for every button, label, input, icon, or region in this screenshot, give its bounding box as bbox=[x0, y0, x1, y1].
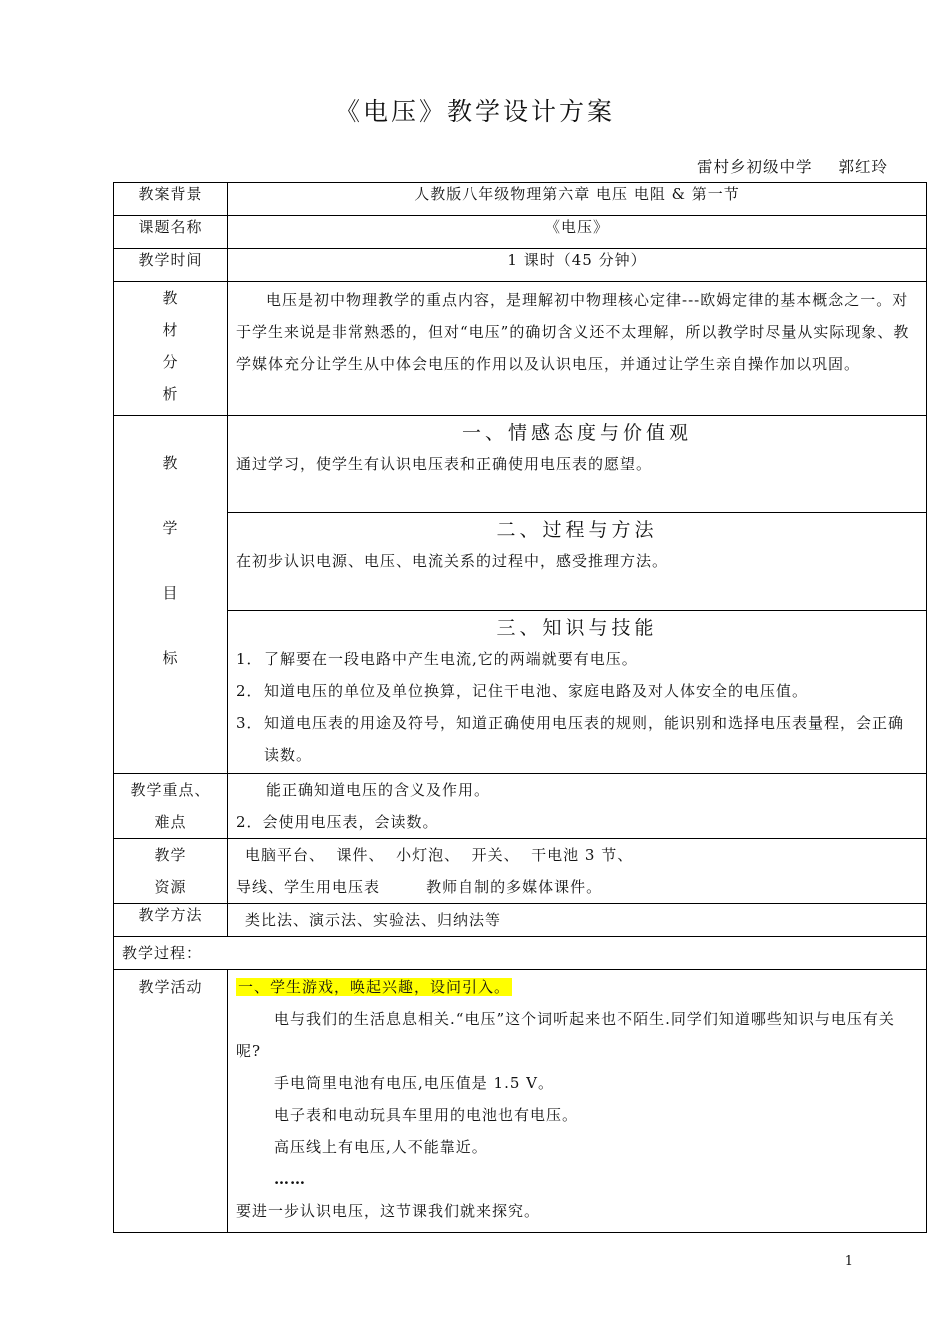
activity-example: 电子表和电动玩具车里用的电池也有电压。 bbox=[274, 1106, 579, 1124]
label-key-points-line: 教学重点、 bbox=[130, 781, 211, 799]
label-methods: 教学方法 bbox=[114, 904, 228, 937]
activity-example: 高压线上有电压,人不能靠近。 bbox=[274, 1138, 488, 1156]
value-methods bbox=[228, 904, 927, 937]
activity-intro: 电与我们的生活息息相关.“电压”这个词听起来也不陌生.同学们知道哪些知识与电压有关呢? bbox=[236, 1010, 895, 1060]
value-time: 1 课时（45 分钟） bbox=[228, 249, 927, 282]
value-key-points bbox=[228, 774, 927, 839]
author-line bbox=[671, 155, 888, 177]
value-resources bbox=[228, 839, 927, 904]
activity-heading: 一、学生游戏，唤起兴趣，设问引入。 bbox=[238, 978, 511, 996]
goal-section-3-title: 三、知识与技能 bbox=[496, 617, 658, 639]
goal-section-1-text: 通过学习，使学生有认识电压表和正确使用电压表的愿望。 bbox=[236, 455, 653, 473]
row-time bbox=[114, 249, 927, 282]
label-activity-text: 教学活动 bbox=[138, 978, 203, 996]
value-activity bbox=[228, 970, 927, 1233]
goal-item bbox=[228, 643, 926, 675]
label-resources-line: 教学 bbox=[154, 846, 187, 864]
label-material bbox=[114, 282, 228, 416]
row-goals bbox=[114, 416, 927, 774]
label-goals-char: 标 bbox=[162, 649, 179, 667]
label-material-char: 析 bbox=[162, 385, 179, 403]
row-activity bbox=[114, 970, 927, 1233]
row-background bbox=[114, 183, 927, 216]
process-label: 教学过程： bbox=[122, 944, 203, 962]
label-goals bbox=[114, 416, 228, 774]
label-resources bbox=[114, 839, 228, 904]
goal-item-text: 了解要在一段电路中产生电流,它的两端就要有电压。 bbox=[264, 650, 638, 668]
key-point-line: 2．会使用电压表，会读数。 bbox=[236, 813, 439, 831]
label-material-char: 教 bbox=[162, 289, 179, 307]
key-point-line: 能正确知道电压的含义及作用。 bbox=[266, 781, 491, 799]
goal-section-2 bbox=[228, 512, 926, 610]
goal-item bbox=[228, 675, 926, 707]
value-goals bbox=[228, 416, 927, 774]
goal-item bbox=[228, 707, 926, 771]
process-heading bbox=[114, 937, 927, 970]
goal-item-number: 3． bbox=[236, 714, 263, 732]
page-number: 1 bbox=[844, 1254, 853, 1269]
label-material-char: 分 bbox=[162, 353, 179, 371]
author-name: 郭红玲 bbox=[838, 158, 888, 176]
goal-item-number: 1． bbox=[236, 650, 263, 668]
label-key-points bbox=[114, 774, 228, 839]
label-background: 教案背景 bbox=[114, 183, 228, 216]
resources-line: 导线、学生用电压表 教师自制的多媒体课件。 bbox=[236, 878, 603, 896]
label-topic: 课题名称 bbox=[114, 216, 228, 249]
goal-section-2-title: 二、过程与方法 bbox=[496, 519, 658, 541]
goal-section-1 bbox=[228, 416, 926, 512]
row-resources bbox=[114, 839, 927, 904]
document-title: 《电压》教学设计方案 bbox=[334, 97, 615, 126]
methods-text: 类比法、演示法、实验法、归纳法等 bbox=[245, 911, 502, 929]
activity-example: 手电筒里电池有电压,电压值是 1.5 V。 bbox=[274, 1074, 554, 1092]
goal-section-1-title: 一、情感态度与价值观 bbox=[461, 422, 692, 444]
row-topic bbox=[114, 216, 927, 249]
row-methods bbox=[114, 904, 927, 937]
row-process bbox=[114, 937, 927, 970]
activity-closing: 要进一步认识电压，这节课我们就来探究。 bbox=[236, 1202, 541, 1220]
label-key-points-line: 难点 bbox=[154, 813, 187, 831]
activity-ellipsis: …… bbox=[274, 1170, 306, 1188]
goal-section-2-text: 在初步认识电源、电压、电流关系的过程中，感受推理方法。 bbox=[236, 552, 669, 570]
value-background: 人教版八年级物理第六章 电压 电阻 & 第一节 bbox=[228, 183, 927, 216]
resources-line: 电脑平台、 课件、 小灯泡、 开关、 干电池 3 节、 bbox=[245, 846, 634, 864]
goal-item-text: 知道电压表的用途及符号，知道正确使用电压表的规则，能识别和选择电压表量程，会正确读数。 bbox=[264, 714, 905, 764]
label-activity bbox=[114, 970, 228, 1233]
label-goals-char: 目 bbox=[162, 584, 179, 602]
label-resources-line: 资源 bbox=[154, 878, 187, 896]
label-material-char: 材 bbox=[162, 321, 179, 339]
label-time: 教学时间 bbox=[114, 249, 228, 282]
label-goals-char: 教 bbox=[162, 454, 179, 472]
row-material bbox=[114, 282, 927, 416]
material-text: 电压是初中物理教学的重点内容，是理解初中物理核心定律---欧姆定律的基本概念之一。对于学生来说是非常熟悉的，但对“电压”的确切含义还不太理解，所以教学时尽量从实际现象、教学媒体充分让学生从中体会电压的作用以及认识电压，并通过让学生亲自操作加以巩固。 bbox=[236, 291, 910, 373]
goal-item-text: 知道电压的单位及单位换算，记住干电池、家庭电路及对人体安全的电压值。 bbox=[264, 682, 809, 700]
label-goals-char: 学 bbox=[162, 519, 179, 537]
value-topic: 《电压》 bbox=[228, 216, 927, 249]
goal-item-number: 2． bbox=[236, 682, 263, 700]
value-material bbox=[228, 282, 927, 416]
goal-section-3 bbox=[228, 610, 926, 773]
lesson-plan-table bbox=[113, 182, 927, 1233]
row-key-points bbox=[114, 774, 927, 839]
author-school: 雷村乡初级中学 bbox=[696, 158, 813, 176]
